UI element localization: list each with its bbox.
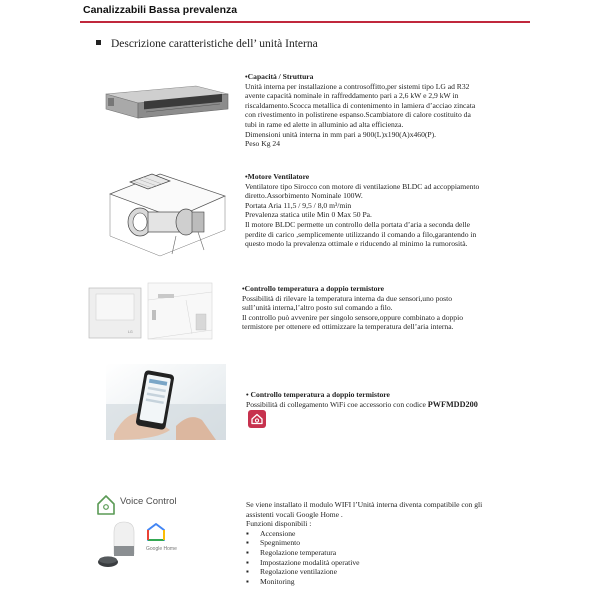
voice-control-label: Voice Control — [120, 496, 177, 507]
list-item: ▪ Regolazione temperatura — [246, 548, 576, 558]
section-heading-text: Descrizione caratteristiche dell’ unità Interna — [111, 38, 318, 50]
block-line: questo modo la prevalenza ottimale e riducendo al minimo la rumorosità. — [245, 239, 468, 249]
block-line: Funzioni disponibili : — [246, 519, 312, 529]
block-line: riscaldamento.Scocca metallica di contenimento in lamiera d’acciao zincata — [245, 100, 476, 110]
fan-motor-block — [245, 172, 575, 249]
list-item: ▪ Accensione — [246, 529, 576, 539]
thermistor-block — [242, 284, 577, 332]
block-line: Prevalenza statica utile Min 0 Max 50 Pa. — [245, 210, 372, 220]
wifi-block — [246, 390, 576, 409]
block-line: assistenti vocali Google Home . — [246, 509, 343, 519]
fan-motor-image — [100, 166, 232, 262]
block-line: Se viene installato il modulo WIFI l’Unità interna diventa compatibile con gli — [246, 500, 483, 509]
block-line: perdite di carico ,semplicemente utilizzando il comando a filo,garantendo in — [245, 229, 477, 239]
block-line: termistore per ottenere ed ottimizzare la temperatura dell’aria interna. — [242, 322, 454, 332]
list-item: ▪ Regolazione ventilazione — [246, 567, 576, 577]
capacity-block — [245, 72, 575, 149]
block-title: • Controllo temperatura a doppio termistore — [246, 390, 390, 399]
block-line: Peso Kg 24 — [245, 139, 281, 149]
block-line: tubi in rame ed alette in alluminio ad alta efficienza. — [245, 119, 404, 129]
ducted-unit-image — [96, 84, 234, 122]
smartphone-hand-image — [106, 364, 226, 440]
google-home-label: Google Home — [146, 546, 177, 552]
product-code: PWFMDD200 — [427, 399, 478, 409]
block-line: sull’unità interna,l’altro posto sul comando a filo. — [242, 303, 393, 313]
block-line: con rivestimento in polistirene espanso.Scambiatore di calore costituito da — [245, 110, 471, 120]
block-line — [246, 400, 576, 410]
block-line: Portata Aria 11,5 / 9,5 / 8,0 m³/min — [245, 200, 352, 210]
header — [80, 0, 530, 24]
block-title: •Controllo temperatura a doppio termistore — [242, 284, 384, 293]
block-line: Ventilatore tipo Sirocco con motore di ventilazione BLDC ad accoppiamento — [245, 181, 480, 191]
voice-assistant-block — [246, 500, 576, 586]
google-home-icon — [148, 524, 164, 540]
bullet-icon — [96, 40, 101, 45]
thinq-app-icon — [248, 410, 266, 428]
list-item: ▪ Impostazione modalità operative — [246, 558, 576, 568]
lg-logo-icon: LG — [128, 330, 133, 334]
block-line: avente capacità nominale in raffreddamento pari a 2,6 kW e 2,9 kW in — [245, 91, 459, 101]
list-item: ▪ Monitoring — [246, 577, 576, 587]
block-line: Unità interna per installazione a controsoffitto,per sistemi tipo LG ad R32 — [245, 81, 470, 91]
block-line: diretto.Assorbimento Nominale 100W. — [245, 191, 363, 201]
thermistor-control-image — [88, 282, 214, 342]
block-line: Il controllo può avvenire per singolo sensore,oppure combinato a doppio — [242, 312, 464, 322]
block-title: •Motore Ventilatore — [245, 172, 310, 181]
header-divider — [80, 21, 530, 23]
voice-control-image — [94, 488, 204, 570]
block-title: •Capacità / Struttura — [245, 72, 314, 81]
function-list — [246, 529, 576, 587]
block-line: Possibilità di rilevare la temperatura interna da due sensori,uno posto — [242, 293, 453, 303]
list-item: ▪ Spegnimento — [246, 538, 576, 548]
wifi-description: Possibilità di collegamento WiFi coe accessorio con codice — [246, 399, 428, 409]
block-line: Il motore BLDC permette un controllo della portata d’aria a seconda delle — [245, 219, 470, 229]
section-heading — [96, 38, 318, 50]
block-line: Dimensioni unità interna in mm pari a 900(L)x190(A)x460(P). — [245, 129, 437, 139]
page-title: Canalizzabili Bassa prevalenza — [83, 4, 238, 16]
